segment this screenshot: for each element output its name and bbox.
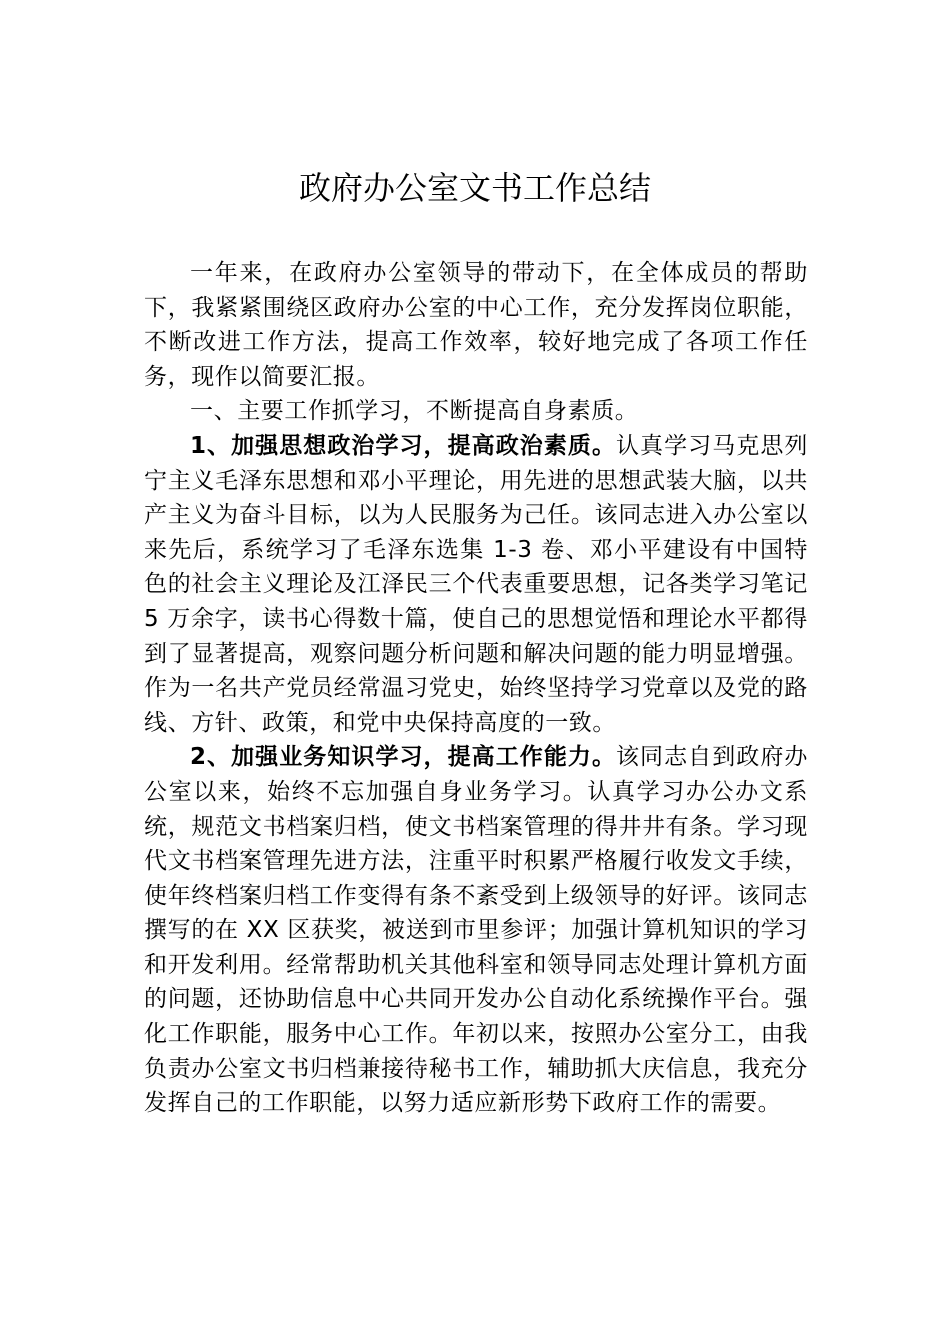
document-body (144, 256, 808, 1121)
paragraph-section-heading (144, 394, 808, 429)
paragraph-business-study-lead: 2、加强业务知识学习，提高工作能力。 (190, 744, 616, 771)
paragraph-business-study-text: 该同志自到政府办公室以来，始终不忘加强自身业务学习。认真学习办公办文系统，规范文书档案归档，使文书档案管理的得井井有条。学习现代文书档案管理先进方法，注重平时积累严格履行收发文手续，使年终档案归档工作变得有条不紊受到上级领导的好评。该同志撰写的在 XX 区获奖，被送到市里参评；加强计算机知识的学习和开发利用。经常帮助机关其他科室和领导同志处理计算机方面的问题，还协助信息中心共同开发办公自动化系统操作平台。强化工作职能，服务中心工作。年初以来，按照办公室分工，由我负责办公室文书归档兼接待秘书工作，辅助抓大庆信息，我充分发挥自己的工作职能，以努力适应新形势下政府工作的需要。 (144, 744, 808, 1117)
paragraph-intro (144, 256, 808, 394)
paragraph-business-study (144, 740, 808, 1121)
section-heading-text: 一、主要工作抓学习，不断提高自身素质。 (190, 398, 639, 425)
paragraph-political-study-text: 认真学习马克思列宁主义毛泽东思想和邓小平理论，用先进的思想武装大脑，以共产主义为奋斗目标，以为人民服务为己任。该同志进入办公室以来先后，系统学习了毛泽东选集 1-3 卷、邓小平建设有中国特色的社会主义理论及江泽民三个代表重要思想，记各类学习笔记 5 万余字，读书心得数十篇，使自己的思想觉悟和理论水平都得到了显著提高，观察问题分析问题和解决问题的能力明显增强。作为一名共产党员经常温习党史，始终坚持学习党章以及党的路线、方针、政策，和党中央保持高度的一致。 (144, 432, 808, 736)
document-title: 政府办公室文书工作总结 (298, 169, 651, 207)
paragraph-political-study-lead: 1、加强思想政治学习，提高政治素质。 (190, 432, 616, 459)
paragraph-intro-text: 一年来，在政府办公室领导的带动下，在全体成员的帮助下，我紧紧围绕区政府办公室的中心工作，充分发挥岗位职能，不断改进工作方法，提高工作效率，较好地完成了各项工作任务，现作以简要汇报。 (144, 260, 808, 390)
paragraph-political-study (144, 429, 808, 740)
